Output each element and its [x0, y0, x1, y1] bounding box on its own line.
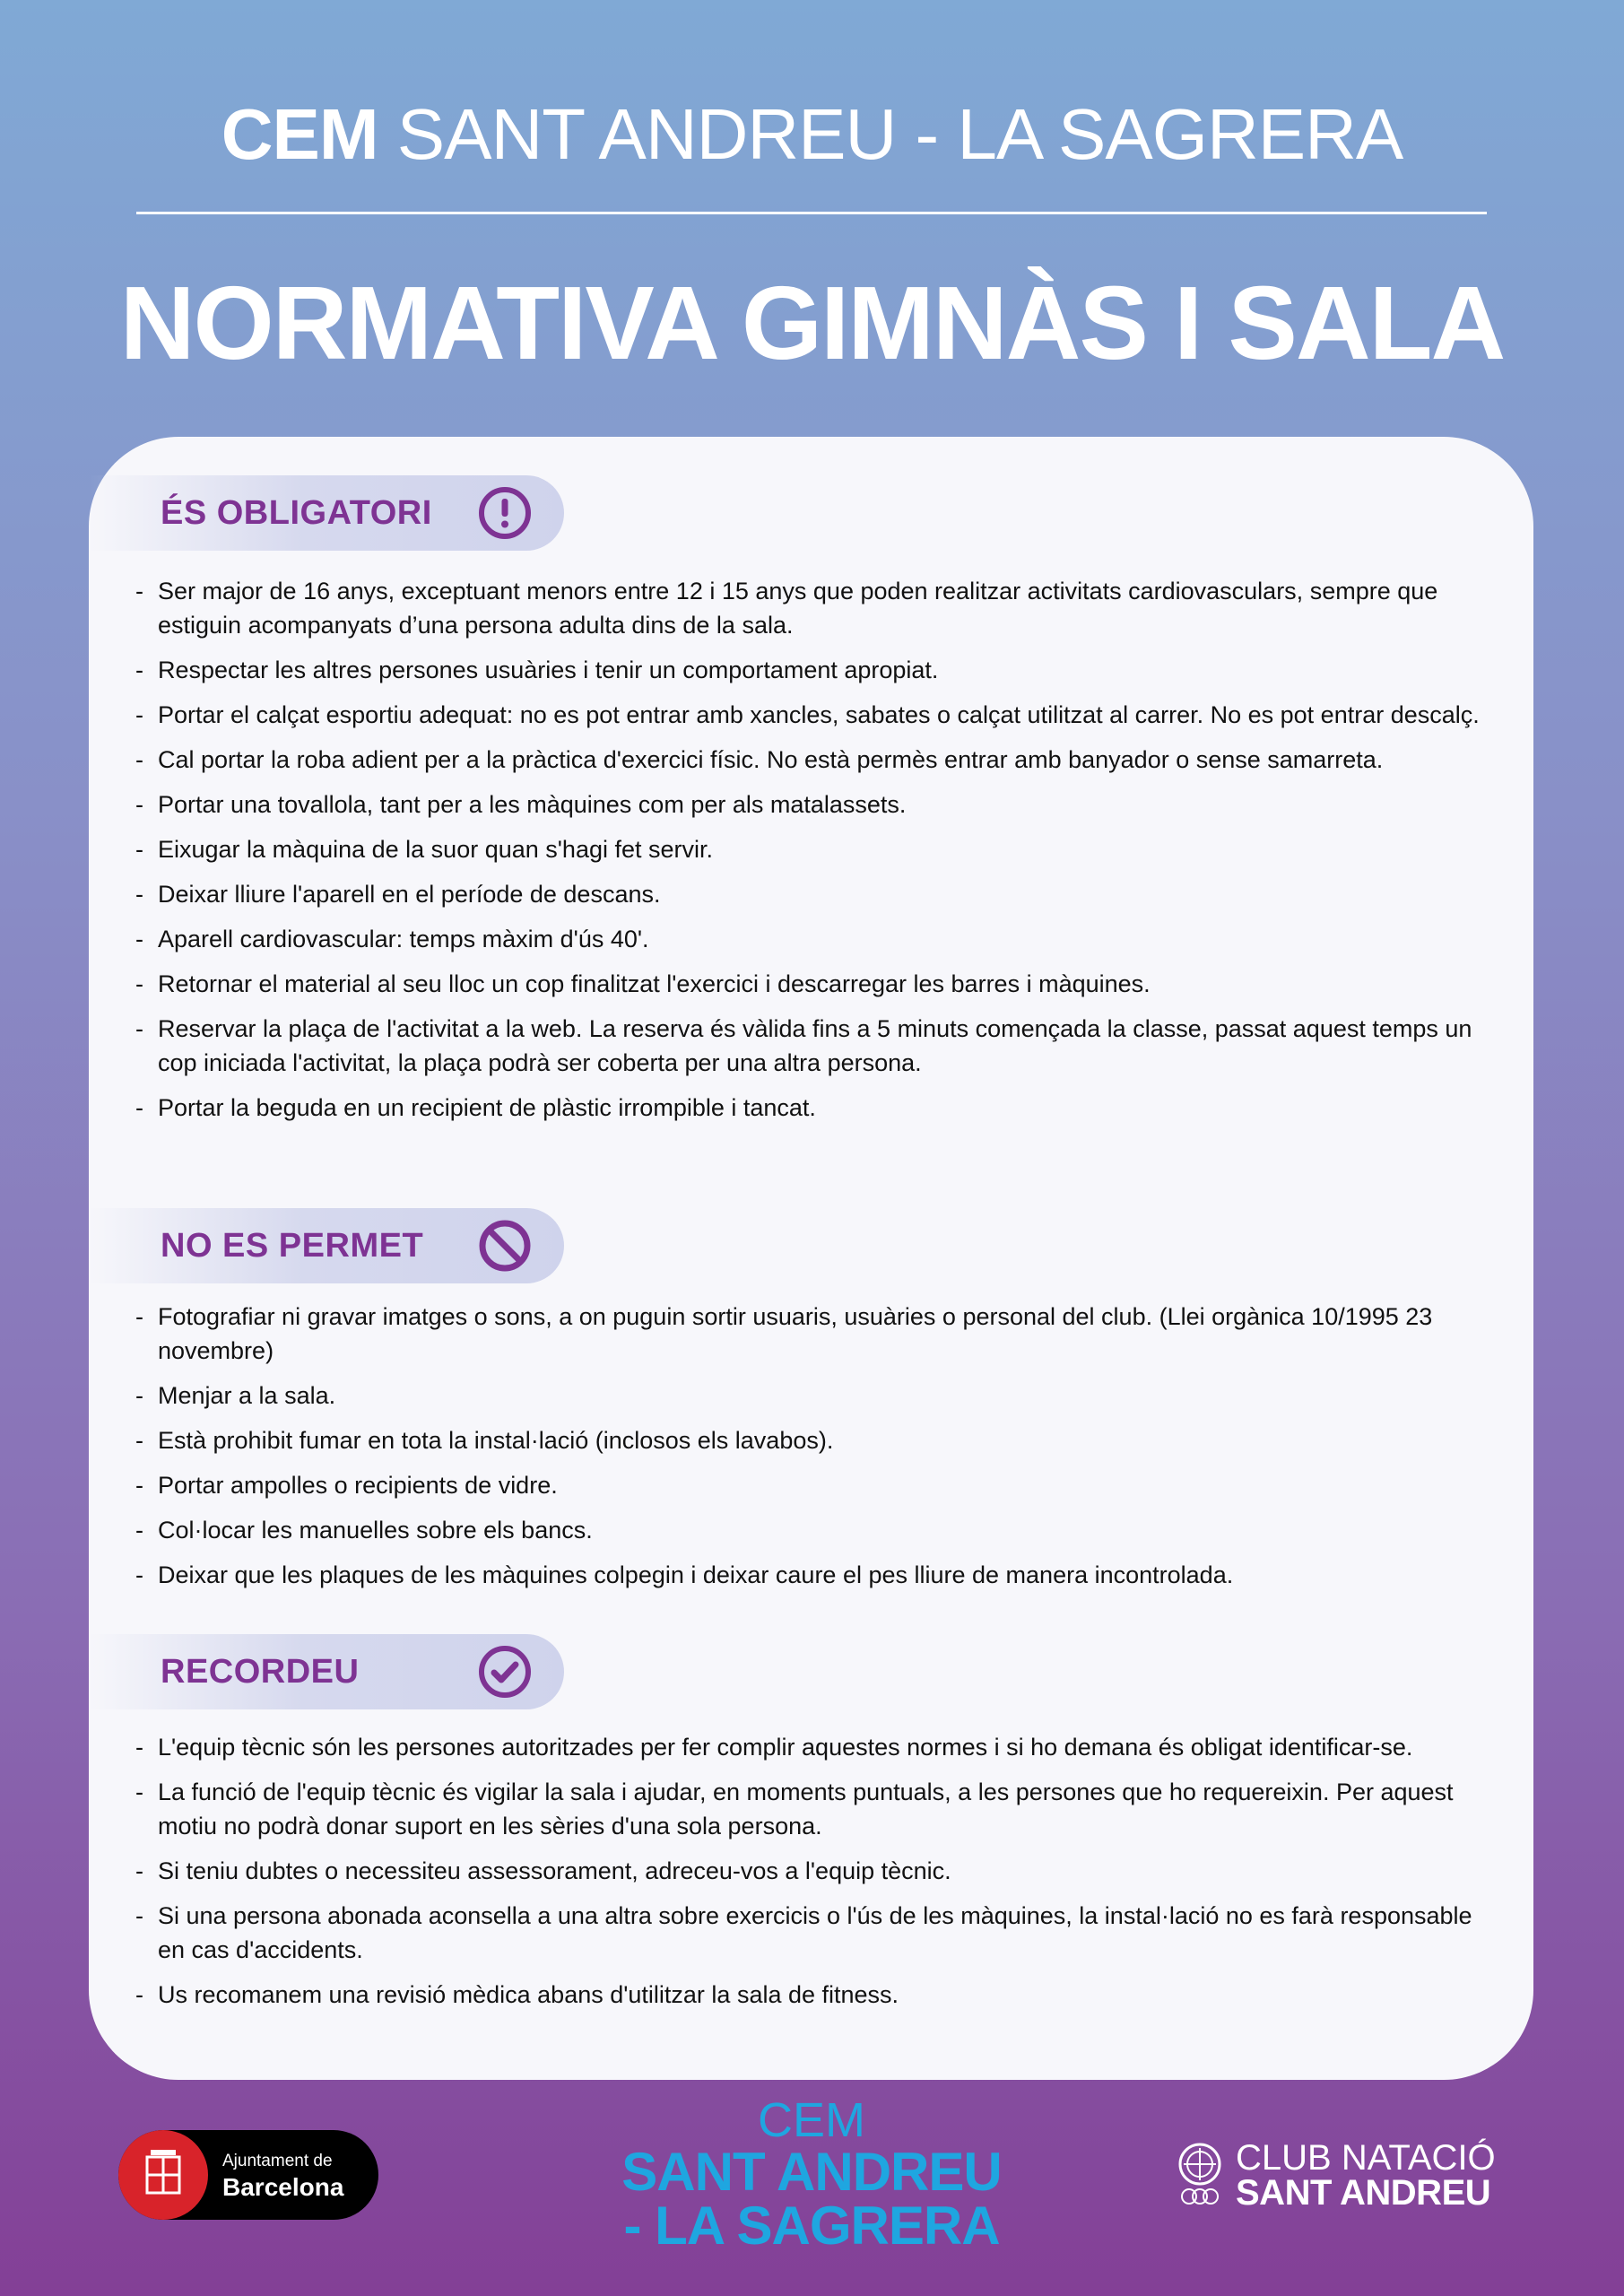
ajuntament-logo	[118, 2130, 378, 2220]
no-permet-list	[135, 1300, 1498, 1603]
venue-cem: CEM	[221, 94, 378, 174]
cem-logo-small: CEM	[758, 2093, 865, 2147]
section-header-no-permet	[89, 1208, 564, 1283]
list-item: - La funció de l'equip tècnic és vigilar la sala i ajudar, en moments puntuals, a les persones que ho requereixin. Per aquest motiu no podrà donar suport en les sèries d'una sola persona.	[135, 1775, 1498, 1843]
barcelona-seal-icon	[118, 2130, 208, 2220]
rules-card	[89, 437, 1533, 2080]
list-item: - Portar la beguda en un recipient de plàstic irrompible i tancat.	[135, 1091, 1498, 1125]
list-item: - Respectar les altres persones usuàries i tenir un comportament apropiat.	[135, 653, 1498, 687]
section-title: NO ES PERMET	[161, 1227, 424, 1265]
list-item: - Portar el calçat esportiu adequat: no es pot entrar amb xancles, sabates o calçat utilitzat al carrer. No es pot entrar descalç.	[135, 698, 1498, 732]
list-item: - Està prohibit fumar en tota la instal·lació (inclosos els lavabos).	[135, 1423, 1498, 1457]
list-item: - Retornar el material al seu lloc un cop finalitzat l'exercici i descarregar les barres i màquines.	[135, 967, 1498, 1001]
list-item: - Cal portar la roba adient per a la pràctica d'exercici físic. No està permès entrar amb banyador o sense samarreta.	[135, 743, 1498, 777]
list-item: - Deixar lliure l'aparell en el període de descans.	[135, 877, 1498, 911]
prohibited-icon	[478, 1219, 532, 1273]
list-item: - Fotografiar ni gravar imatges o sons, a on puguin sortir usuaris, usuàries o personal del club. (Llei orgànica 10/1995 23 novembre)	[135, 1300, 1498, 1368]
list-item: - Portar ampolles o recipients de vidre.	[135, 1468, 1498, 1502]
ajuntament-line1: Ajuntament de	[222, 2152, 333, 2170]
cem-logo-line3: - LA SAGRERA	[623, 2196, 1000, 2256]
section-header-obligatori	[89, 475, 564, 551]
section-title: RECORDEU	[161, 1653, 360, 1691]
header-divider	[136, 212, 1487, 214]
section-header-recordeu	[89, 1634, 564, 1709]
venue-place: SANT ANDREU - LA SAGRERA	[396, 94, 1403, 174]
list-item: - Ser major de 16 anys, exceptuant menors entre 12 i 15 anys que poden realitzar activitats cardiovasculars, sempre que estiguin acompanyats d’una persona adulta dins de la sala.	[135, 574, 1498, 642]
list-item: - Us recomanem una revisió mèdica abans d'utilitzar la sala de fitness.	[135, 1978, 1498, 2012]
recordeu-list	[135, 1730, 1498, 2022]
list-item: - Reservar la plaça de l'activitat a la web. La reserva és vàlida fins a 5 minuts començada la classe, passat aquest temps un cop iniciada l'activitat, la plaça podrà ser coberta per una altra persona.	[135, 1012, 1498, 1080]
list-item: - L'equip tècnic són les persones autoritzades per fer complir aquestes normes i si ho demana és obligat identificar-se.	[135, 1730, 1498, 1764]
cem-logo	[538, 2093, 1085, 2256]
list-item: - Deixar que les plaques de les màquines colpegin i deixar caure el pes lliure de manera incontrolada.	[135, 1558, 1498, 1592]
list-item: - Col·locar les manuelles sobre els bancs.	[135, 1513, 1498, 1547]
club-emblem-icon	[1177, 2143, 1223, 2207]
list-item: - Si teniu dubtes o necessiteu assessorament, adreceu-vos a l'equip tècnic.	[135, 1854, 1498, 1888]
section-title: ÉS OBLIGATORI	[161, 494, 432, 532]
cem-logo-line2: SANT ANDREU	[621, 2142, 1002, 2202]
list-item: - Menjar a la sala.	[135, 1378, 1498, 1413]
list-item: - Si una persona abonada aconsella a una altra sobre exercicis o l'ús de les màquines, la instal·lació no es farà responsable en cas d'accidents.	[135, 1899, 1498, 1967]
exclamation-icon	[478, 486, 532, 540]
venue-title	[0, 90, 1624, 179]
obligatori-list	[135, 574, 1498, 1135]
club-line1: CLUB NATACIÓ	[1236, 2138, 1496, 2178]
check-circle-icon	[478, 1645, 532, 1699]
club-natacio-logo	[1177, 2139, 1535, 2211]
list-item: - Aparell cardiovascular: temps màxim d'ús 40'.	[135, 922, 1498, 956]
list-item: - Portar una tovallola, tant per a les màquines com per als matalassets.	[135, 787, 1498, 822]
ajuntament-line2: Barcelona	[222, 2173, 344, 2201]
club-line2: SANT ANDREU	[1236, 2173, 1491, 2213]
list-item: - Eixugar la màquina de la suor quan s'hagi fet servir.	[135, 832, 1498, 866]
page-title: NORMATIVA GIMNÀS I SALA	[119, 265, 1505, 381]
